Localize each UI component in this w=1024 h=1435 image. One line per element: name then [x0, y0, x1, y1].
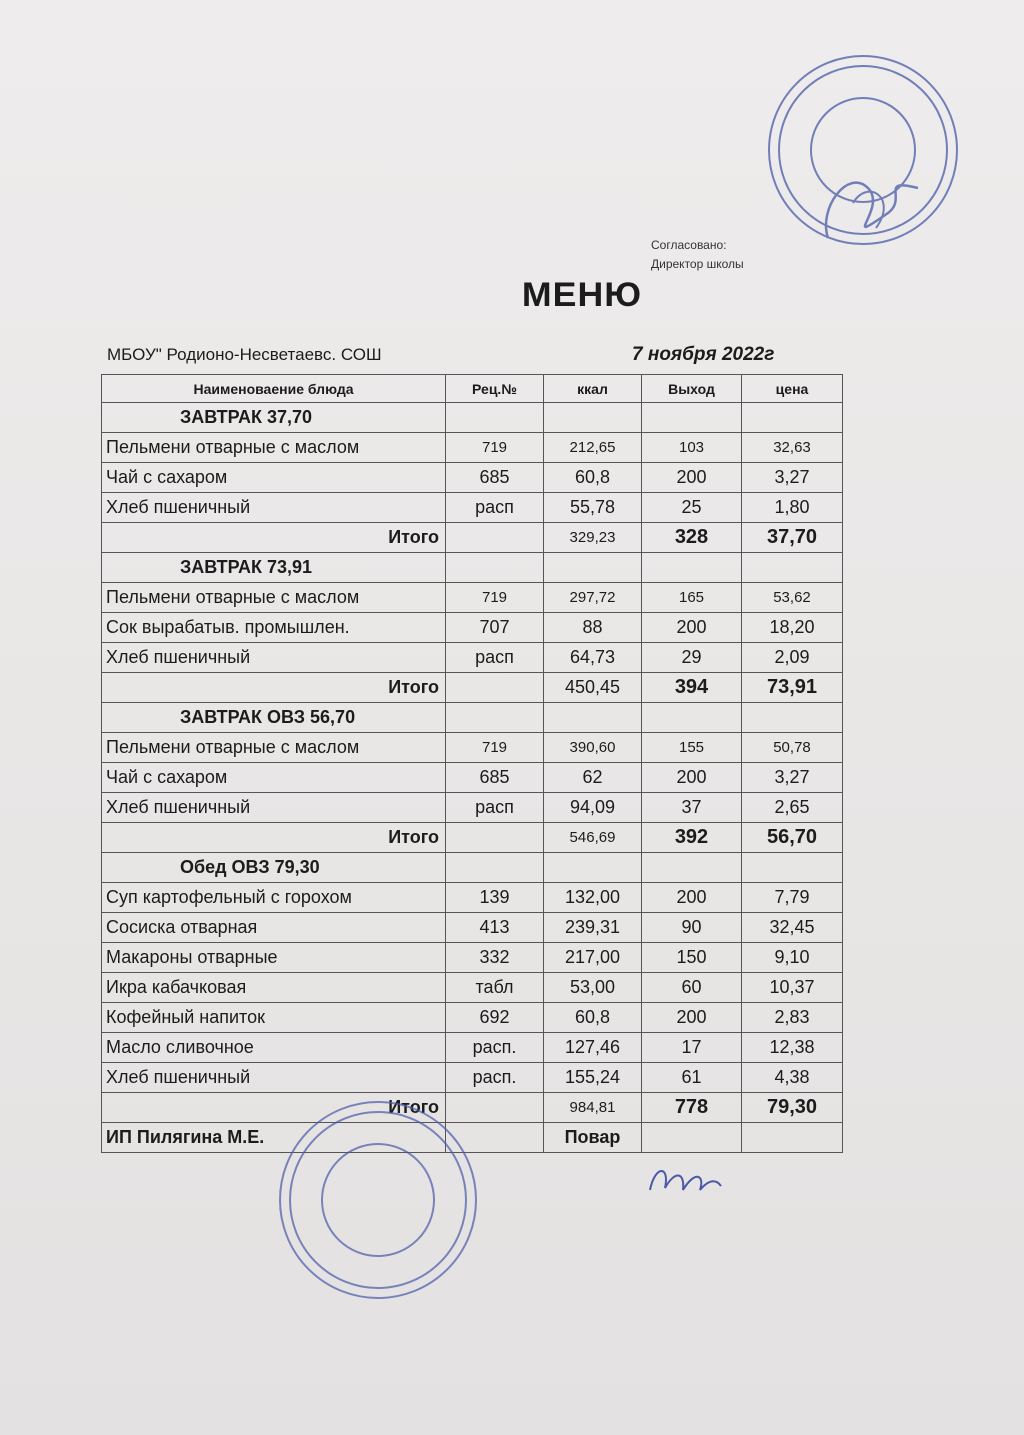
- output-value: 29: [642, 643, 742, 673]
- header-kcal: ккал: [544, 375, 642, 403]
- director-label: Директор школы: [651, 257, 744, 271]
- total-output: 778: [642, 1093, 742, 1123]
- kcal-value: 60,8: [544, 463, 642, 493]
- dish-name: Пельмени отварные с маслом: [102, 433, 446, 463]
- empty-cell: [446, 523, 544, 553]
- kcal-value: 127,46: [544, 1033, 642, 1063]
- dish-name: Чай с сахаром: [102, 763, 446, 793]
- table-row: [102, 1003, 843, 1033]
- total-kcal: 329,23: [544, 523, 642, 553]
- recipe-number: расп: [446, 493, 544, 523]
- empty-cell: [446, 823, 544, 853]
- total-price: 56,70: [742, 823, 843, 853]
- dish-name: Макароны отварные: [102, 943, 446, 973]
- dish-name: Икра кабачковая: [102, 973, 446, 1003]
- empty-cell: [742, 853, 843, 883]
- table-row: [102, 583, 843, 613]
- table-row: [102, 1063, 843, 1093]
- table-row: [102, 613, 843, 643]
- total-label: Итого: [102, 523, 446, 553]
- total-price: 73,91: [742, 673, 843, 703]
- recipe-number: 719: [446, 433, 544, 463]
- cook-name: ИП Пилягина М.Е.: [102, 1123, 446, 1153]
- kcal-value: 212,65: [544, 433, 642, 463]
- table-header-row: [102, 375, 843, 403]
- empty-cell: [742, 403, 843, 433]
- dish-name: Чай с сахаром: [102, 463, 446, 493]
- cook-stamp: [262, 1100, 494, 1305]
- dish-name: Суп картофельный с горохом: [102, 883, 446, 913]
- kcal-value: 239,31: [544, 913, 642, 943]
- recipe-number: 413: [446, 913, 544, 943]
- section-heading: ЗАВТРАК 73,91: [102, 553, 446, 583]
- table-row: [102, 763, 843, 793]
- empty-cell: [642, 403, 742, 433]
- recipe-number: расп.: [446, 1033, 544, 1063]
- dish-name: Хлеб пшеничный: [102, 643, 446, 673]
- kcal-value: 155,24: [544, 1063, 642, 1093]
- empty-cell: [642, 553, 742, 583]
- table-row: [102, 733, 843, 763]
- kcal-value: 88: [544, 613, 642, 643]
- section-heading: ЗАВТРАК ОВЗ 56,70: [102, 703, 446, 733]
- section-heading-row: [102, 553, 843, 583]
- menu-date: 7 ноября 2022г: [632, 344, 775, 365]
- recipe-number: 139: [446, 883, 544, 913]
- price-value: 32,63: [742, 433, 843, 463]
- total-output: 394: [642, 673, 742, 703]
- header-price: цена: [742, 375, 843, 403]
- output-value: 200: [642, 763, 742, 793]
- header-recipe: Рец.№: [446, 375, 544, 403]
- empty-cell: [544, 553, 642, 583]
- price-value: 2,65: [742, 793, 843, 823]
- price-value: 4,38: [742, 1063, 843, 1093]
- kcal-value: 55,78: [544, 493, 642, 523]
- section-heading: ЗАВТРАК 37,70: [102, 403, 446, 433]
- kcal-value: 64,73: [544, 643, 642, 673]
- kcal-value: 94,09: [544, 793, 642, 823]
- total-price: 37,70: [742, 523, 843, 553]
- section-heading-row: [102, 703, 843, 733]
- output-value: 61: [642, 1063, 742, 1093]
- recipe-number: 707: [446, 613, 544, 643]
- recipe-number: расп: [446, 643, 544, 673]
- recipe-number: 719: [446, 733, 544, 763]
- dish-name: Сок вырабатыв. промышлен.: [102, 613, 446, 643]
- empty-cell: [544, 703, 642, 733]
- dish-name: Сосиска отварная: [102, 913, 446, 943]
- empty-cell: [742, 553, 843, 583]
- total-kcal: 546,69: [544, 823, 642, 853]
- kcal-value: 62: [544, 763, 642, 793]
- empty-cell: [446, 403, 544, 433]
- total-price: 79,30: [742, 1093, 843, 1123]
- kcal-value: 297,72: [544, 583, 642, 613]
- empty-cell: [544, 403, 642, 433]
- approval-label: Согласовано:: [651, 238, 727, 252]
- kcal-value: 132,00: [544, 883, 642, 913]
- director-stamp: [758, 38, 968, 268]
- total-row: [102, 673, 843, 703]
- section-heading-row: [102, 853, 843, 883]
- cook-signature: [645, 1160, 725, 1200]
- dish-name: Масло сливочное: [102, 1033, 446, 1063]
- kcal-value: 217,00: [544, 943, 642, 973]
- price-value: 9,10: [742, 943, 843, 973]
- total-row: [102, 823, 843, 853]
- cook-role: Повар: [544, 1123, 642, 1153]
- recipe-number: табл: [446, 973, 544, 1003]
- recipe-number: 685: [446, 463, 544, 493]
- page-title: МЕНЮ: [521, 276, 643, 314]
- empty-cell: [642, 703, 742, 733]
- approval-block: [651, 236, 744, 274]
- dish-name: Пельмени отварные с маслом: [102, 733, 446, 763]
- output-value: 60: [642, 973, 742, 1003]
- recipe-number: расп: [446, 793, 544, 823]
- recipe-number: 692: [446, 1003, 544, 1033]
- price-value: 18,20: [742, 613, 843, 643]
- total-label: Итого: [102, 823, 446, 853]
- empty-cell: [742, 703, 843, 733]
- price-value: 7,79: [742, 883, 843, 913]
- output-value: 200: [642, 883, 742, 913]
- table-row: [102, 943, 843, 973]
- menu-table: [101, 374, 843, 1153]
- empty-cell: [446, 673, 544, 703]
- table-row: [102, 643, 843, 673]
- recipe-number: расп.: [446, 1063, 544, 1093]
- price-value: 50,78: [742, 733, 843, 763]
- output-value: 200: [642, 463, 742, 493]
- price-value: 32,45: [742, 913, 843, 943]
- empty-cell: [446, 853, 544, 883]
- school-name: МБОУ" Родионо-Несветаевс. СОШ: [107, 345, 382, 364]
- total-kcal: 450,45: [544, 673, 642, 703]
- output-value: 150: [642, 943, 742, 973]
- table-row: [102, 433, 843, 463]
- output-value: 103: [642, 433, 742, 463]
- dish-name: Хлеб пшеничный: [102, 793, 446, 823]
- price-value: 2,09: [742, 643, 843, 673]
- total-output: 328: [642, 523, 742, 553]
- total-label: Итого: [102, 1093, 446, 1123]
- empty-cell: [642, 853, 742, 883]
- recipe-number: 332: [446, 943, 544, 973]
- price-value: 1,80: [742, 493, 843, 523]
- table-row: [102, 493, 843, 523]
- table-row: [102, 913, 843, 943]
- table-row: [102, 463, 843, 493]
- kcal-value: 53,00: [544, 973, 642, 1003]
- total-label: Итого: [102, 673, 446, 703]
- output-value: 200: [642, 1003, 742, 1033]
- section-heading-row: [102, 403, 843, 433]
- output-value: 90: [642, 913, 742, 943]
- price-value: 10,37: [742, 973, 843, 1003]
- price-value: 3,27: [742, 763, 843, 793]
- empty-cell: [446, 553, 544, 583]
- empty-cell: [742, 1123, 843, 1153]
- price-value: 12,38: [742, 1033, 843, 1063]
- header-dish: Наименоваение блюда: [102, 375, 446, 403]
- total-output: 392: [642, 823, 742, 853]
- recipe-number: 719: [446, 583, 544, 613]
- empty-cell: [446, 703, 544, 733]
- price-value: 2,83: [742, 1003, 843, 1033]
- table-row: [102, 1033, 843, 1063]
- dish-name: Кофейный напиток: [102, 1003, 446, 1033]
- table-row: [102, 883, 843, 913]
- dish-name: Хлеб пшеничный: [102, 493, 446, 523]
- table-row: [102, 973, 843, 1003]
- dish-name: Пельмени отварные с маслом: [102, 583, 446, 613]
- total-row: [102, 523, 843, 553]
- section-heading: Обед ОВЗ 79,30: [102, 853, 446, 883]
- kcal-value: 60,8: [544, 1003, 642, 1033]
- output-value: 155: [642, 733, 742, 763]
- total-kcal: 984,81: [544, 1093, 642, 1123]
- recipe-number: 685: [446, 763, 544, 793]
- output-value: 25: [642, 493, 742, 523]
- output-value: 37: [642, 793, 742, 823]
- price-value: 53,62: [742, 583, 843, 613]
- output-value: 200: [642, 613, 742, 643]
- empty-cell: [544, 853, 642, 883]
- signature-cell: [642, 1123, 742, 1153]
- price-value: 3,27: [742, 463, 843, 493]
- output-value: 17: [642, 1033, 742, 1063]
- kcal-value: 390,60: [544, 733, 642, 763]
- table-row: [102, 793, 843, 823]
- header-output: Выход: [642, 375, 742, 403]
- dish-name: Хлеб пшеничный: [102, 1063, 446, 1093]
- output-value: 165: [642, 583, 742, 613]
